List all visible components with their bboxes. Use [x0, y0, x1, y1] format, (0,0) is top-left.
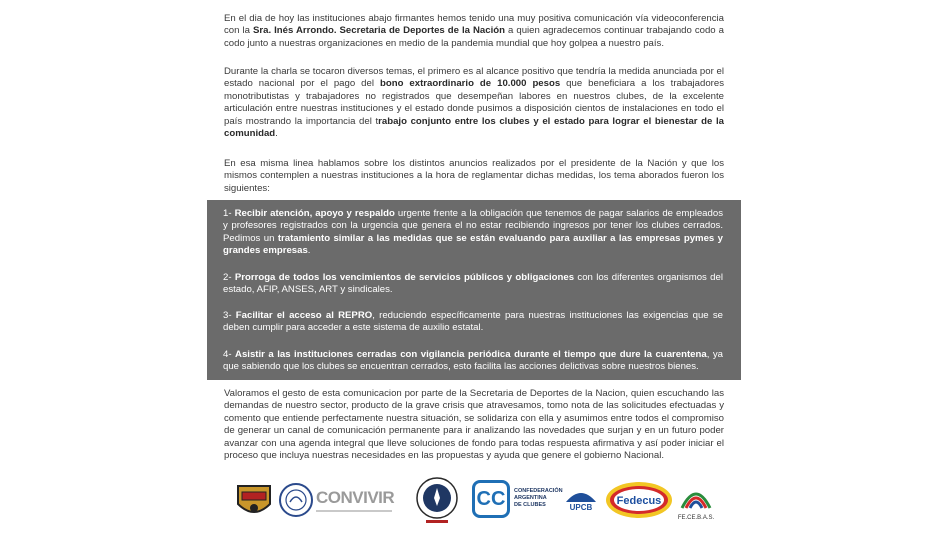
text: 1- [223, 208, 235, 219]
text: CONFEDERACIÓN [514, 488, 563, 494]
fedecus-logo [604, 480, 674, 520]
text: DE CLUBES [514, 502, 546, 508]
confederacion-logo [472, 480, 562, 522]
logo-strip [224, 476, 724, 526]
round-seal-logo [278, 482, 314, 518]
requests-box [207, 200, 741, 380]
text: con los diferentes organismos del estado, AFIP, ANSES, ART y sindicales. [223, 272, 723, 296]
bold-text: Prorroga de todos los vencimientos de servicios públicos y obligaciones [234, 272, 575, 283]
paragraph-topics [224, 66, 724, 140]
paragraph-announcements: En esa misma linea hablamos sobre los distintos anuncios realizados por el presidente de la Nación y que los mismos contemplen a nuestras instituciones a la hora de reglamentar dichas medidas, los tema aborados fueron los siguientes: [224, 158, 724, 194]
request-item-2 [223, 272, 723, 297]
text: ARGENTINA [514, 495, 547, 501]
text: 4- [223, 349, 236, 360]
bold-text: Sra. Inés Arrondo. Secretaria de Deportes de la Nación [252, 25, 505, 37]
text: , reduciendo específicamente para nuestras instituciones las exigencias que se deben cumplir para acceder a este sistema de auxilio estatal. [223, 310, 723, 334]
text: . [275, 128, 278, 140]
bold-text: Facilitar el acceso al REPRO [235, 310, 373, 321]
fecebas-text: FE.CE.B.A.S. [677, 515, 715, 521]
paragraph-closing: Valoramos el gesto de esta comunicacion por parte de la Secretaria de Deportes de la Nacion, quien escuchando las demandas de nuestro sector, producto de la grave crisis que atravesamos, tomo nota de las solicitudes efectuadas y comento que entiende perfectamente nuestra situación, se solidariza con ella y asumimos entre todos el compromiso de generar un canal de comunicación permanente para ir analizando las novedades que surjan y en un futuro poder avanzar con una agenda integral que lleve soluciones de fondo para todas respuesta afirmativa y así poder iniciar el proceso que incluya nuestras necesidades en las propuestas y ayuda que genere el gobierno Nacional. [224, 388, 724, 462]
club-crest-logo [234, 482, 274, 520]
request-item-3 [223, 310, 723, 335]
fecebas-logo [676, 478, 716, 522]
fedecus-text: Fedecus [616, 495, 662, 507]
text: En el dia de hoy las instituciones abajo firmantes hemos tenido una muy positiva comunicación vía videoconferencia con la [224, 13, 724, 37]
upcb-text: UPCB [569, 503, 593, 512]
text: , ya que sabiendo que los clubes se encuentran cerrados, esto facilita las acciones delictivas sobre nuestros bienes. [223, 349, 723, 373]
confederacion-text [514, 488, 563, 509]
request-item-4 [223, 349, 723, 374]
request-item-1 [223, 208, 723, 258]
text: . [307, 245, 311, 257]
text: Durante la charla se tocaron diversos temas, el primero es al alcance positivo que tendría la medida anunciada por el estado nacional por el pago del [224, 66, 724, 90]
bold-text: tratamiento similar a las medidas que se están evaluando para auxiliar a las empresas pymes y grandes empresas [223, 232, 723, 257]
bold-text: Asistir a las instituciones cerradas con vigilancia periódica durante el tiempo que dure la cuarentena [235, 349, 707, 360]
text: 3- [223, 310, 236, 321]
paragraph-intro [224, 13, 724, 50]
text: urgente frente a la obligación que tenemos de pagar salarios de empleados y profesores registrados con la urgencia que genera el no estar recibiendo ingresos por tener los clubes cerrados. Pedimos un [223, 208, 723, 244]
text: que beneficiara a los trabajadores monotributistas y trabajadores no registrados que desempeñan labores en nuestros clubes, de la excelente articulación entre nuestras instituciones y el estado donde pusimos a disposición cientos de instalaciones en todo el país mostrando la importancia del t [224, 78, 725, 127]
upcb-logo [564, 484, 598, 514]
bold-text: Recibir atención, apoyo y respaldo [234, 208, 395, 219]
medallion-logo [414, 476, 460, 526]
text: 2- [223, 272, 235, 283]
text: a quien agradecemos continuar trabajando codo a codo junto a nuestras organizaciones en medio de la pandemia mundial que hoy golpea a nuestro país. [224, 25, 724, 49]
convivir-logo [316, 488, 395, 512]
bold-text: rabajo conjunto entre los clubes y el estado para lograr el bienestar de la comunidad [224, 115, 724, 140]
bold-text: bono extraordinario de 10.000 pesos [379, 78, 561, 90]
convivir-wordmark: CONVIVIR [316, 488, 395, 507]
cc-monogram: CC [472, 480, 510, 518]
